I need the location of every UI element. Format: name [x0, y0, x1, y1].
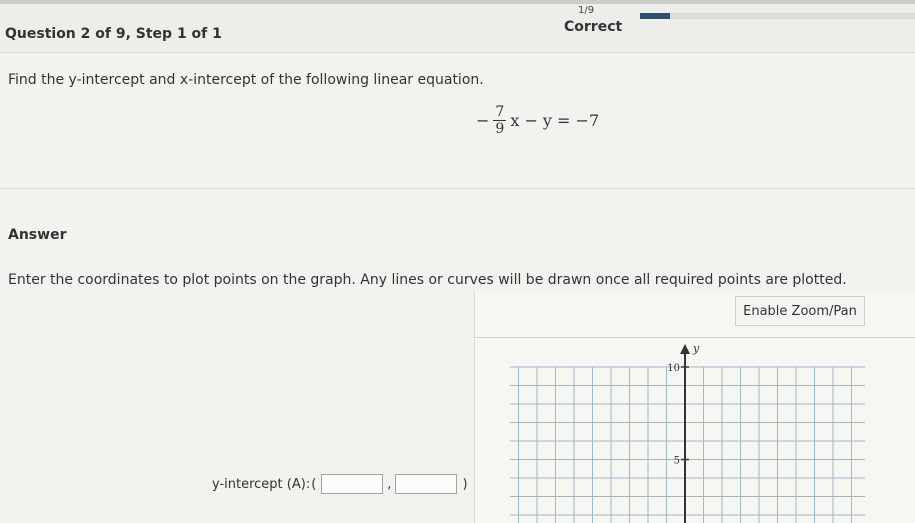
equation-fraction [493, 104, 506, 137]
coordinate-graph[interactable] [480, 338, 870, 523]
status-label: Correct [564, 19, 623, 35]
answer-heading: Answer [8, 227, 67, 243]
y-intercept-y-input[interactable] [395, 474, 457, 494]
open-paren: ( [311, 476, 317, 492]
close-paren: ) [462, 476, 468, 492]
progress-bar [640, 13, 915, 19]
y-intercept-x-input[interactable] [321, 474, 383, 494]
section-divider [0, 188, 915, 189]
comma: , [387, 476, 392, 492]
fraction-denominator: 9 [495, 121, 505, 137]
question-header: Question 2 of 9, Step 1 of 1 [5, 26, 222, 42]
enable-zoom-pan-button[interactable]: Enable Zoom/Pan [735, 296, 865, 326]
y-axis-label: y [693, 342, 700, 355]
y-intercept-label: y-intercept (A): [212, 476, 311, 492]
graph-grid [510, 367, 865, 523]
progress-bar-fill [640, 13, 670, 19]
y-intercept-row [212, 474, 469, 494]
y-tick-label: 5 [673, 455, 680, 467]
equation [476, 104, 599, 137]
y-tick-label: 10 [667, 363, 680, 374]
question-prompt: Find the y-intercept and x-intercept of the following linear equation. [8, 72, 484, 88]
top-strip [0, 0, 915, 4]
score-label: 1/9 [578, 5, 595, 16]
y-axis-arrow [680, 344, 690, 354]
equation-sign: − [476, 111, 490, 130]
equation-rest: x − y = −7 [510, 111, 600, 130]
answer-instructions: Enter the coordinates to plot points on the graph. Any lines or curves will be drawn once all required points are plotted. [8, 272, 847, 288]
fraction-numerator: 7 [495, 104, 505, 120]
